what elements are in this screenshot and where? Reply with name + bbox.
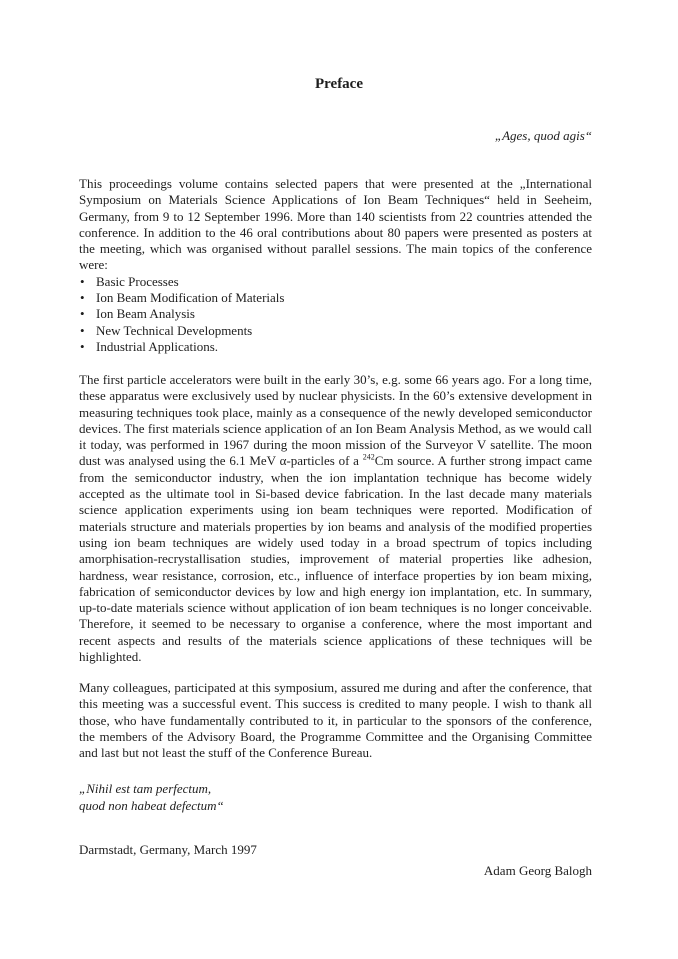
list-item	[79, 339, 592, 355]
topics-list	[79, 274, 592, 355]
list-item	[79, 290, 592, 306]
bullet-icon: •	[80, 322, 85, 338]
author-signature: Adam Georg Balogh	[483, 863, 592, 878]
list-item	[79, 306, 592, 322]
paragraph-intro	[79, 176, 592, 355]
bullet-icon: •	[80, 338, 85, 354]
topic-label: Ion Beam Analysis	[96, 306, 195, 322]
list-item	[79, 274, 592, 290]
latin-quote	[79, 780, 224, 814]
paragraph-history-text	[79, 372, 592, 665]
isotope-superscript: 242	[362, 453, 375, 463]
bullet-icon: •	[80, 306, 85, 322]
history-text-part2: Cm source. A further strong impact came from the semiconductor industry, when the ion implantation technique has become widely accepted as the ultimate tool in Si-based device fabrication. In the last decade many materials science application experiments using ion beam techniques were reported. Modification of materials structure and materials properties by ion beams and analysis of the modified properties using ion beam techniques are widely used today in a broad spectrum of topics including amorphisation-recrystallisation studies, improvement of material properties like adhesion, hardness, wear resistance, corrosion, etc., influence of interface properties by ion beam mixing, fabrication of semiconductor devices by low and high energy ion implantation, etc. In summary, up-to-date materials science without application of ion beam techniques is no longer conceivable. Therefore, it seemed to be necessary to organise a conference, where the most important and recent aspects and results of the materials science applications of these techniques will be highlighted.	[79, 453, 592, 665]
bullet-icon: •	[80, 273, 85, 289]
page-title: Preface	[314, 76, 364, 92]
paragraph-history	[79, 372, 592, 665]
topic-label: Industrial Applications.	[96, 338, 219, 354]
motto: „Ages, quod agis“	[494, 128, 592, 143]
quote-line-1: „Nihil est tam perfectum,	[79, 781, 212, 796]
paragraph-intro-text: This proceedings volume contains selected papers that were presented at the „International Symposium on Materials Science Applications of Ion Beam Techniques“ held in Seeheim, Germany, from 9 to 12 September 1996. More than 140 scientists from 22 countries attended the conference. In addition to the 46 oral contributions about 80 papers were presented as posters at the meeting, which was organised without parallel sessions. The main topics of the conference were:	[79, 176, 592, 273]
topic-label: New Technical Developments	[96, 322, 253, 338]
paragraph-thanks-text: Many colleagues, participated at this symposium, assured me during and after the conference, that this meeting was a successful event. This success is credited to many people. I wish to thank all those, who have fundamentally contributed to it, in particular to the sponsors of the conference, the members of the Advisory Board, the Programme Committee and the Organising Committee and last but not least the stuff of the Conference Bureau.	[79, 680, 592, 761]
place-date: Darmstadt, Germany, March 1997	[79, 842, 257, 857]
history-text-part1: The first particle accelerators were built in the early 30’s, e.g. some 66 years ago. For a long time, these apparatus were exclusively used by nuclear physicists. In the 60’s extensive development in measuring techniques took place, mainly as a consequence of the newly developed semiconductor devices. The first materials science application of an Ion Beam Analysis Method, as we would call it today, was performed in 1967 during the moon mission of the Surveyor V satellite. The moon dust was analysed using the 6.1 MeV α-particles of a	[79, 372, 592, 469]
paragraph-thanks	[79, 680, 592, 761]
list-item	[79, 323, 592, 339]
topic-label: Ion Beam Modification of Materials	[96, 290, 285, 306]
topic-label: Basic Processes	[96, 273, 179, 289]
bullet-icon: •	[80, 290, 85, 306]
quote-line-2: quod non habeat defectum“	[79, 798, 224, 813]
